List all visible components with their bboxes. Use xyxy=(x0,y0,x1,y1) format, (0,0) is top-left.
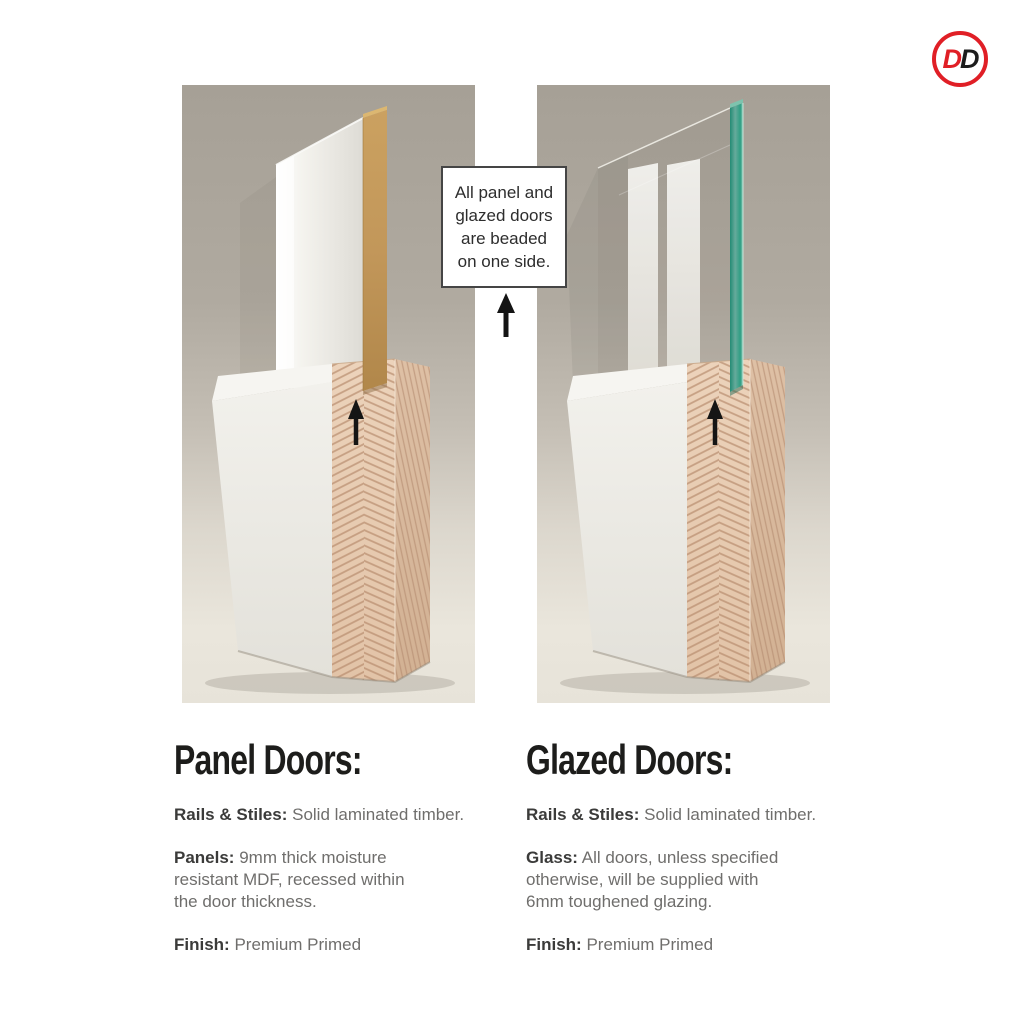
logo-letter-2: D xyxy=(960,43,978,74)
panel-doors-heading: Panel Doors: xyxy=(174,736,362,783)
logo-letter-1: D xyxy=(942,43,960,74)
callout-arrow-icon xyxy=(493,291,519,344)
spec-rails-stiles: Rails & Stiles: Solid laminated timber. xyxy=(526,805,817,824)
panel-doors-section xyxy=(174,738,519,977)
callout-line: All panel and xyxy=(454,183,554,202)
callout-line: glazed doors xyxy=(455,206,553,225)
spec-finish: Finish: Premium Primed xyxy=(526,935,714,954)
panel-door-photo xyxy=(182,85,475,703)
callout-line: on one side. xyxy=(457,252,551,271)
spec-glass: Glass: All doors, unless specified otherwise, will be supplied with 6mm toughened glazing. xyxy=(526,848,779,911)
callout-line: are beaded xyxy=(460,229,548,248)
glass-edge-strip xyxy=(730,103,743,392)
glazed-doors-heading: Glazed Doors: xyxy=(526,736,733,783)
spec-finish: Finish: Premium Primed xyxy=(174,935,362,954)
glazed-door-illustration xyxy=(537,85,830,703)
dd-logo xyxy=(932,31,988,87)
glazed-doors-section xyxy=(526,738,871,977)
spec-rails-stiles: Rails & Stiles: Solid laminated timber. xyxy=(174,805,465,824)
glazed-door-photo xyxy=(537,85,830,703)
panel-door-illustration xyxy=(182,85,475,703)
beaded-note-callout xyxy=(441,166,567,288)
spec-panels: Panels: 9mm thick moisture resistant MDF, recessed within the door thickness. xyxy=(174,848,405,911)
mdf-edge-strip xyxy=(363,110,387,391)
